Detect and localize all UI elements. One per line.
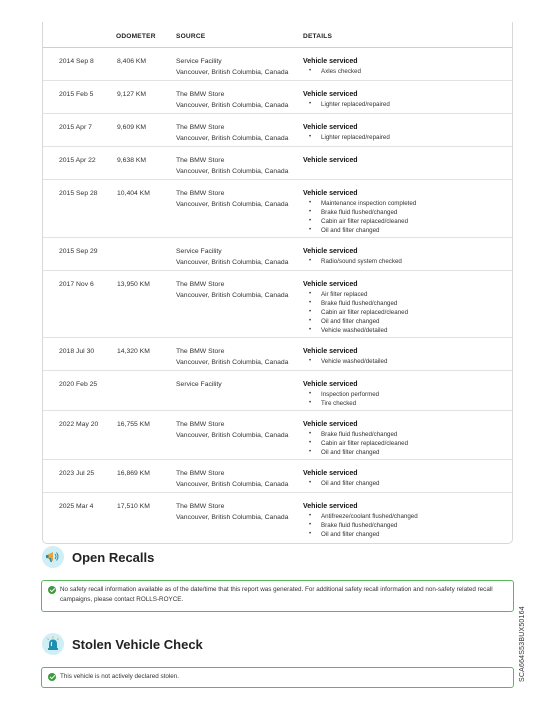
stolen-check-title: Stolen Vehicle Check <box>72 636 203 652</box>
bullet-icon: • <box>309 531 312 537</box>
table-body <box>43 48 512 540</box>
detail-list <box>303 512 508 539</box>
detail-title: Vehicle serviced <box>303 281 358 288</box>
row-source <box>176 122 301 144</box>
row-source <box>176 155 301 177</box>
stolen-check-header <box>42 632 203 656</box>
detail-item-text: Antifreeze/coolant flushed/changed <box>321 513 418 520</box>
row-odometer: 16,869 KM <box>117 470 150 477</box>
vin-vertical-label: SCA664S53BUX50164 <box>519 606 526 682</box>
row-details <box>303 279 508 335</box>
row-details <box>303 419 508 457</box>
bullet-icon: • <box>309 200 312 206</box>
detail-title: Vehicle serviced <box>303 421 358 428</box>
detail-item-text: Axles checked <box>321 68 361 75</box>
table-row <box>43 271 512 338</box>
bullet-icon: • <box>309 391 312 397</box>
source-name: The BMW Store <box>176 157 225 164</box>
bullet-icon: • <box>309 318 312 324</box>
bullet-icon: • <box>309 309 312 315</box>
row-source <box>176 346 301 368</box>
row-odometer: 16,755 KM <box>117 421 150 428</box>
detail-list <box>303 257 508 266</box>
detail-title: Vehicle serviced <box>303 58 358 65</box>
detail-item <box>303 208 508 217</box>
detail-item-text: Oil and filter changed <box>321 449 380 456</box>
row-date: 2023 Jul 25 <box>59 470 95 477</box>
row-source <box>176 468 301 490</box>
service-history-table <box>42 22 513 544</box>
bullet-icon: • <box>309 291 312 297</box>
bullet-icon: • <box>309 431 312 437</box>
detail-title: Vehicle serviced <box>303 348 358 355</box>
detail-list <box>303 290 508 335</box>
detail-title: Vehicle serviced <box>303 381 358 388</box>
table-row <box>43 338 512 371</box>
detail-title: Vehicle serviced <box>303 503 358 510</box>
bullet-icon: • <box>309 209 312 215</box>
check-circle-icon <box>48 586 56 594</box>
bullet-icon: • <box>309 68 312 74</box>
source-location: Vancouver, British Columbia, Canada <box>176 259 289 266</box>
detail-item-text: Brake fluid flushed/changed <box>321 209 398 216</box>
row-details <box>303 188 508 235</box>
row-details <box>303 56 508 76</box>
detail-item-text: Lighter replaced/repaired <box>321 134 390 141</box>
bullet-icon: • <box>309 449 312 455</box>
row-details <box>303 346 508 366</box>
row-source <box>176 501 301 523</box>
detail-item <box>303 530 508 539</box>
source-location: Vancouver, British Columbia, Canada <box>176 102 289 109</box>
source-location: Vancouver, British Columbia, Canada <box>176 432 289 439</box>
table-row <box>43 460 512 493</box>
header-odometer: ODOMETER <box>116 33 156 40</box>
detail-list <box>303 390 508 408</box>
detail-item <box>303 308 508 317</box>
detail-item-text: Oil and filter changed <box>321 531 380 538</box>
table-row <box>43 371 512 411</box>
detail-item-text: Brake fluid flushed/changed <box>321 522 398 529</box>
table-row <box>43 493 512 540</box>
row-odometer: 17,510 KM <box>117 503 150 510</box>
detail-item <box>303 257 508 266</box>
detail-item <box>303 521 508 530</box>
row-details <box>303 89 508 109</box>
source-name: The BMW Store <box>176 470 225 477</box>
header-details: DETAILS <box>303 33 333 40</box>
detail-item <box>303 217 508 226</box>
row-odometer: 9,127 KM <box>117 91 147 98</box>
row-date: 2015 Sep 29 <box>59 248 98 255</box>
source-location: Vancouver, British Columbia, Canada <box>176 135 289 142</box>
row-date: 2020 Feb 25 <box>59 381 98 388</box>
source-location: Vancouver, British Columbia, Canada <box>176 168 289 175</box>
detail-list <box>303 479 508 488</box>
detail-item-text: Oil and filter changed <box>321 480 380 487</box>
detail-item-text: Radio/sound system checked <box>321 258 402 265</box>
table-row <box>43 114 512 147</box>
detail-title: Vehicle serviced <box>303 157 358 164</box>
detail-item-text: Cabin air filter replaced/cleaned <box>321 218 409 225</box>
detail-item <box>303 326 508 335</box>
row-date: 2015 Feb 5 <box>59 91 94 98</box>
row-details <box>303 468 508 488</box>
table-row <box>43 411 512 460</box>
detail-item <box>303 226 508 235</box>
detail-item <box>303 357 508 366</box>
table-row <box>43 48 512 81</box>
detail-item-text: Brake fluid flushed/changed <box>321 300 398 307</box>
source-name: The BMW Store <box>176 124 225 131</box>
row-source <box>176 188 301 210</box>
detail-item-text: Oil and filter changed <box>321 227 380 234</box>
detail-item <box>303 448 508 457</box>
bullet-icon: • <box>309 134 312 140</box>
source-location: Vancouver, British Columbia, Canada <box>176 292 289 299</box>
detail-item <box>303 512 508 521</box>
detail-item-text: Inspection performed <box>321 391 380 398</box>
row-date: 2018 Jul 30 <box>59 348 95 355</box>
table-row <box>43 147 512 180</box>
detail-item <box>303 439 508 448</box>
detail-item-text: Cabin air filter replaced/cleaned <box>321 309 409 316</box>
stolen-check-alert <box>41 667 514 688</box>
source-name: The BMW Store <box>176 281 225 288</box>
row-date: 2022 May 20 <box>59 421 99 428</box>
row-source <box>176 56 301 78</box>
row-details <box>303 155 508 166</box>
check-circle-icon <box>48 673 56 681</box>
row-details <box>303 379 508 408</box>
detail-item-text: Cabin air filter replaced/cleaned <box>321 440 409 447</box>
open-recalls-title: Open Recalls <box>72 549 155 565</box>
row-odometer: 14,320 KM <box>117 348 150 355</box>
row-date: 2014 Sep 8 <box>59 58 94 65</box>
detail-item <box>303 399 508 408</box>
bullet-icon: • <box>309 480 312 486</box>
table-row <box>43 238 512 271</box>
row-odometer: 10,404 KM <box>117 190 150 197</box>
source-name: The BMW Store <box>176 91 225 98</box>
detail-item <box>303 317 508 326</box>
detail-item-text: Vehicle washed/detailed <box>321 358 388 365</box>
detail-title: Vehicle serviced <box>303 248 358 255</box>
detail-item-text: Oil and filter changed <box>321 318 380 325</box>
source-name: The BMW Store <box>176 503 225 510</box>
row-details <box>303 246 508 266</box>
source-location: Vancouver, British Columbia, Canada <box>176 69 289 76</box>
detail-list <box>303 67 508 76</box>
bullet-icon: • <box>309 522 312 528</box>
source-name: The BMW Store <box>176 421 225 428</box>
row-date: 2017 Nov 6 <box>59 281 94 288</box>
open-recalls-header <box>42 545 154 569</box>
detail-item <box>303 390 508 399</box>
bullet-icon: • <box>309 218 312 224</box>
detail-item <box>303 100 508 109</box>
row-source <box>176 279 301 301</box>
row-odometer: 9,638 KM <box>117 157 147 164</box>
detail-item-text: Tire checked <box>321 400 357 407</box>
detail-item <box>303 430 508 439</box>
detail-list <box>303 199 508 235</box>
source-name: The BMW Store <box>176 348 225 355</box>
source-location: Vancouver, British Columbia, Canada <box>176 514 289 521</box>
detail-item-text: Air filter replaced <box>321 291 368 298</box>
detail-item-text: Vehicle washed/detailed <box>321 327 388 334</box>
detail-title: Vehicle serviced <box>303 190 358 197</box>
megaphone-icon <box>42 546 64 568</box>
detail-item-text: Brake fluid flushed/changed <box>321 431 398 438</box>
table-row <box>43 180 512 238</box>
source-location: Vancouver, British Columbia, Canada <box>176 359 289 366</box>
table-header <box>43 22 512 48</box>
detail-title: Vehicle serviced <box>303 124 358 131</box>
row-date: 2015 Apr 22 <box>59 157 96 164</box>
bullet-icon: • <box>309 440 312 446</box>
detail-list <box>303 100 508 109</box>
open-recalls-alert <box>41 580 514 612</box>
source-name: Service Facility <box>176 248 222 255</box>
detail-item <box>303 67 508 76</box>
source-name: Service Facility <box>176 58 222 65</box>
siren-icon <box>42 633 64 655</box>
row-date: 2015 Sep 28 <box>59 190 98 197</box>
detail-list <box>303 133 508 142</box>
row-odometer: 9,609 KM <box>117 124 147 131</box>
row-source <box>176 246 301 268</box>
bullet-icon: • <box>309 227 312 233</box>
bullet-icon: • <box>309 327 312 333</box>
bullet-icon: • <box>309 358 312 364</box>
detail-item <box>303 133 508 142</box>
source-location: Vancouver, British Columbia, Canada <box>176 481 289 488</box>
detail-item <box>303 199 508 208</box>
detail-item <box>303 479 508 488</box>
source-location: Vancouver, British Columbia, Canada <box>176 201 289 208</box>
row-details <box>303 122 508 142</box>
row-details <box>303 501 508 539</box>
table-row <box>43 81 512 114</box>
bullet-icon: • <box>309 513 312 519</box>
stolen-check-message: This vehicle is not actively declared stolen. <box>60 673 179 680</box>
bullet-icon: • <box>309 400 312 406</box>
detail-title: Vehicle serviced <box>303 470 358 477</box>
row-odometer: 13,950 KM <box>117 281 150 288</box>
source-name: Service Facility <box>176 381 222 388</box>
detail-item <box>303 299 508 308</box>
row-odometer: 8,406 KM <box>117 58 147 65</box>
detail-list <box>303 357 508 366</box>
row-date: 2015 Apr 7 <box>59 124 92 131</box>
detail-list <box>303 430 508 457</box>
row-source <box>176 89 301 111</box>
open-recalls-message: No safety recall information available as of the date/time that this report was generated. For additional safety recall information and non-safety related recall campaigns, please contact ROLLS-ROYCE. <box>60 586 493 603</box>
row-source <box>176 419 301 441</box>
bullet-icon: • <box>309 101 312 107</box>
header-source: SOURCE <box>176 33 206 40</box>
row-source <box>176 379 301 390</box>
detail-item-text: Maintenance inspection completed <box>321 200 417 207</box>
detail-item <box>303 290 508 299</box>
source-name: The BMW Store <box>176 190 225 197</box>
row-date: 2025 Mar 4 <box>59 503 94 510</box>
bullet-icon: • <box>309 258 312 264</box>
bullet-icon: • <box>309 300 312 306</box>
detail-title: Vehicle serviced <box>303 91 358 98</box>
detail-item-text: Lighter replaced/repaired <box>321 101 390 108</box>
